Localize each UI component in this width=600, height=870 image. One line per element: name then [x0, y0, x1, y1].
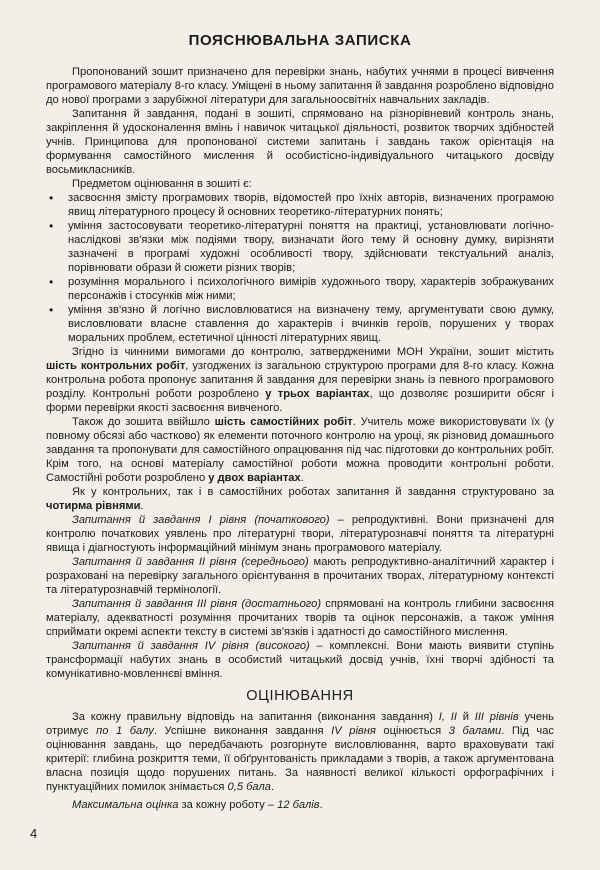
paragraph-subject: Предметом оцінювання в зошиті є: [72, 178, 252, 190]
paragraph-independent-works: Також до зошита ввійшло шість самостійних робіт. Учитель може використовувати їх (у повному обсязі або частково) як елементи поточного контролю на уроці, як різновид домашнього завдання та пропонувати для самостійного опрацювання під час підготовки до контрольних робіт. Крім того, на основі матеріалу самостійної роботи можна проводити контрольні роботи. Самостійні роботи розроблено у двох варіантах. [46, 416, 554, 484]
page-title: ПОЯСНЮВАЛЬНА ЗАПИСКА [188, 32, 412, 49]
paragraph-level-4: Запитання й завдання IV рівня (високого) – комплексні. Вони мають виявити ступінь трансформації набутих знань в особистий читацький досвід учнів, їхні творчі здібності та комунікативно-мовленнєві вміння. [46, 640, 554, 680]
section-heading-grading: ОЦІНЮВАННЯ [246, 688, 354, 704]
paragraph-grading: За кожну правильну відповідь на запитання (виконання завдання) І, ІІ й ІІІ рівнів учень отримує по 1 балу. Успішне виконання завдання IV рівня оцінюється 3 балами. Під час оцінювання завдань, що передбачають розгорнуте висловлювання, варто враховувати такі критерії: глибина розкриття теми, її обґрунтованість прикладами з творів, а також аргументована власна позиція щодо порушених питань. За наявності великої кількості орфографічних і пунктуаційних помилок знімається 0,5 бала. [46, 711, 555, 793]
assessment-list [46, 191, 554, 345]
paragraph-level-1: Запитання й завдання І рівня (початкового) – репродуктивні. Вони призначені для контролю початкових уявлень про літературні твори, літературознавчі поняття та літературні явища і діагностують інформаційний мінімум знань програмового матеріалу. [46, 514, 554, 554]
list-item: • засвоєння змісту програмових творів, відомостей про їхніх авторів, визначених програмою явищ літературного процесу й основних теоретико-літературних понять; [49, 191, 554, 218]
paragraph-level-2: Запитання й завдання ІІ рівня (середнього) мають репродуктивно-аналітичний характер і розраховані на перевірку загального орієнтування в прочитаних творах, літературному контексті та літературознавчій термінології. [46, 556, 554, 596]
list-item: • уміння зв'язно й логічно висловлюватися на визначену тему, аргументувати свою думку, висловлювати власне ставлення до характерів і вчинків героїв, порушених у творах моральних проблем, естетичної цінності літературних явищ. [49, 303, 554, 344]
paragraph-max-score: Максимальна оцінка за кожну роботу – 12 балів. [72, 799, 323, 811]
bullet-icon: • [49, 303, 54, 317]
paragraph-control-works: Згідно із чинними вимогами до контролю, затвердженими МОН України, зошит містить шість контрольних робіт, узгоджених із загальною структурою програми для 8-го класу. Кожна контрольна робота пропонує запитання й завдання для перевірки знань із певного програмового розділу. Контрольні роботи розроблено у трьох варіантах, що дозволяє розширити обсяг і форми перевірки якості засвоєння вивченого. [46, 346, 554, 414]
list-item: • розуміння морального і психологічного вимірів художнього твору, характерів зображуваних персонажів і стосунків між ними; [49, 275, 554, 302]
bullet-icon: • [49, 275, 54, 289]
bullet-icon: • [49, 191, 54, 205]
bullet-icon: • [49, 219, 54, 233]
paragraph-levels: Як у контрольних, так і в самостійних роботах запитання й завдання структуровано за чотирма рівнями. [46, 486, 554, 512]
list-item: • уміння застосовувати теоретико-літературні поняття на практиці, установлювати логічно-наслідкові зв'язки між подіями твору, визначати його тему й основну думку, вирізняти зазначені в програмі художні особливості твору, здійснювати текстуальний аналіз, порівнювати образи й сюжети різних творів; [49, 219, 554, 274]
page-number: 4 [30, 826, 38, 841]
paragraph-level-3: Запитання й завдання ІІІ рівня (достатнього) спрямовані на контроль глибини засвоєння матеріалу, адекватності розуміння прочитаних творів та оцінок персонажів, а також уміння сприймати окремі аспекти тексту в системі зв'язків і здатності до самостійного мислення. [46, 598, 554, 638]
paragraph-goals: Запитання й завдання, подані в зошиті, спрямовано на різнорівневий контроль знань, закріплення й удосконалення вмінь і навичок читацької діяльності, розвиток творчих здібностей учнів. Принципова для пропонованої системи запитань і завдань також орієнтація на формування самостійного мислення й особистісно-індивідуального читацького досвіду восьмикласників. [46, 108, 554, 176]
paragraph-intro: Пропонований зошит призначено для перевірки знань, набутих учнями в процесі вивчення програмового матеріалу 8-го класу. Уміщені в ньому запитання й завдання розроблено відповідно до нової програми з зарубіжної літератури для загальноосвітніх навчальних закладів. [46, 66, 554, 106]
